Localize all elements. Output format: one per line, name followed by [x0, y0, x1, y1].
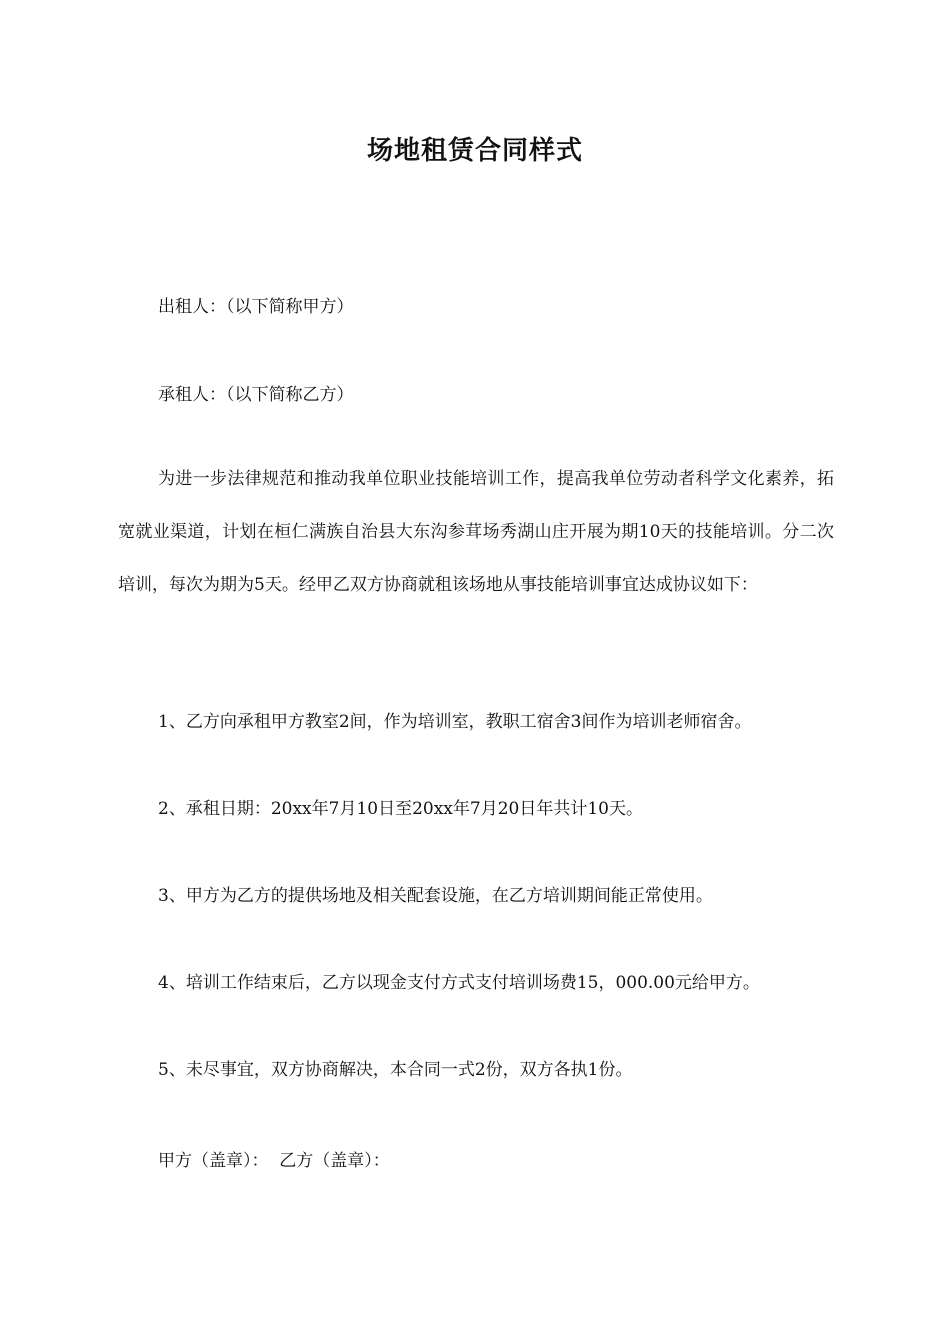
lessee-line: 承租人：（以下简称乙方）	[158, 385, 354, 405]
signature-line: 甲方（盖章）： 乙方（盖章）：	[158, 1151, 390, 1171]
clause-4: 4、培训工作结束后，乙方以现金支付方式支付培训场费15，000.00元给甲方。	[158, 973, 760, 993]
clause-3: 3、甲方为乙方的提供场地及相关配套设施，在乙方培训期间能正常使用。	[158, 886, 713, 906]
lessor-line: 出租人：（以下简称甲方）	[158, 297, 354, 317]
clause-5: 5、未尽事宜，双方协商解决，本合同一式2份，双方各执1份。	[158, 1060, 633, 1080]
clause-1: 1、乙方向承租甲方教室2间，作为培训室，教职工宿舍3间作为培训老师宿舍。	[158, 712, 752, 732]
document-title: 场地租赁合同样式	[366, 136, 583, 166]
clause-2: 2、承租日期：20xx年7月10日至20xx年7月20日年共计10天。	[158, 799, 643, 819]
intro-paragraph: 为进一步法律规范和推动我单位职业技能培训工作，提高我单位劳动者科学文化素养，拓宽就业渠道，计划在桓仁满族自治县大东沟参茸场秀湖山庄开展为期10天的技能培训。分二次培训，每次为期为5天。经甲乙双方协商就租该场地从事技能培训事宜达成协议如下：	[118, 469, 834, 595]
